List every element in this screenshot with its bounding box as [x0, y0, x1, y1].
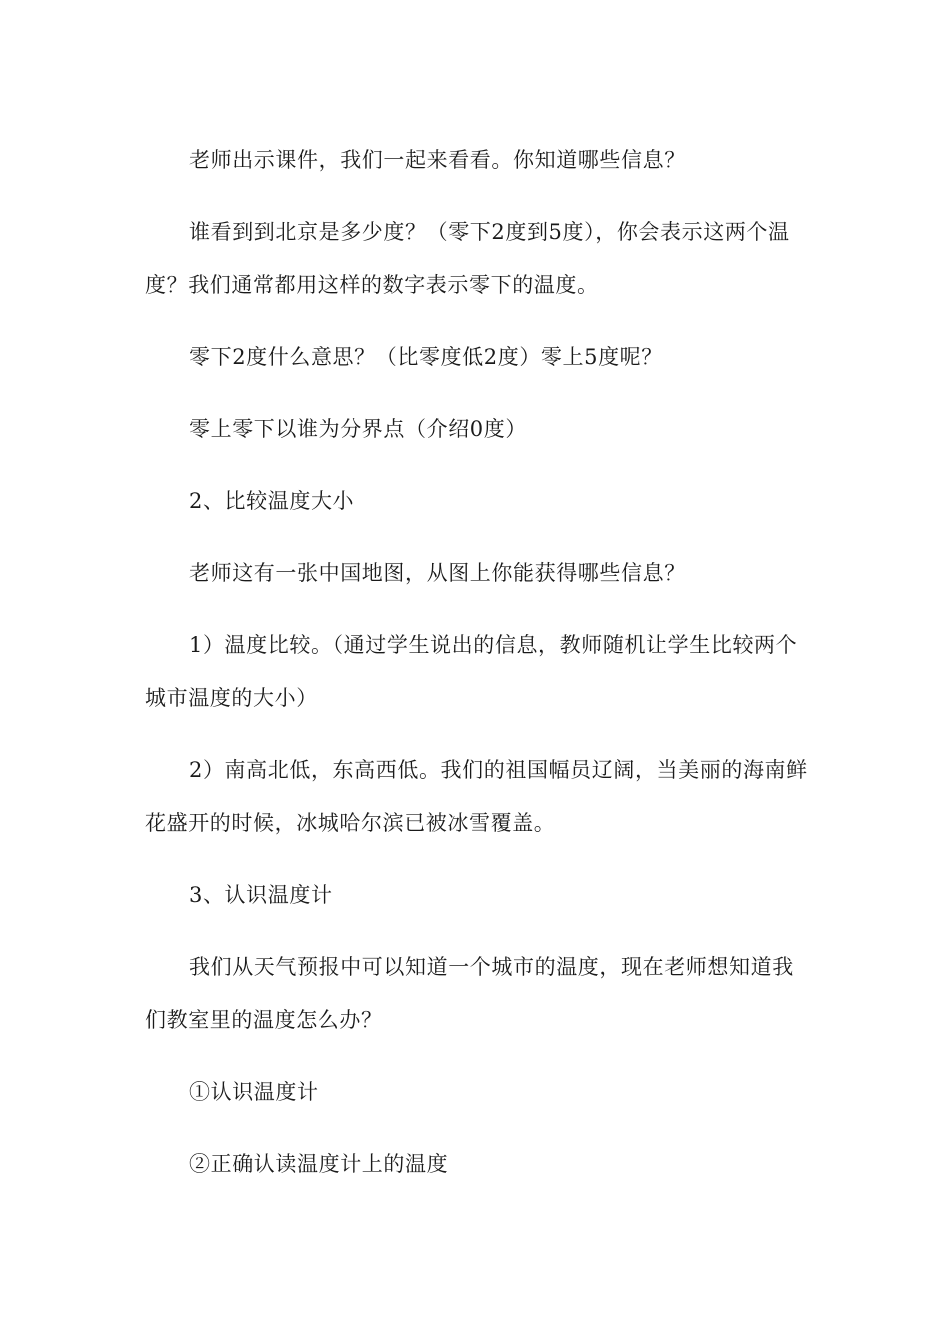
paragraph-zero-boundary: 零上零下以谁为分界点（介绍0度）	[189, 417, 527, 441]
document-body	[145, 134, 810, 1191]
section-heading-compare-temperature: 2、比较温度大小	[189, 489, 355, 513]
paragraph-beijing-temperature: 谁看到到北京是多少度？（零下2度到5度），你会表示这两个温度？我们通常都用这样的数字表示零下的温度。	[145, 220, 790, 297]
paragraph-classroom-temperature: 我们从天气预报中可以知道一个城市的温度，现在老师想知道我们教室里的温度怎么办？	[145, 955, 794, 1032]
paragraph-south-high-north-low: 2）南高北低，东高西低。我们的祖国幅员辽阔，当美丽的海南鲜花盛开的时候，冰城哈尔滨已被冰雪覆盖。	[145, 758, 808, 835]
list-item-know-thermometer: ①认识温度计	[189, 1080, 319, 1104]
paragraph-intro-courseware: 老师出示课件，我们一起来看看。你知道哪些信息？	[189, 148, 686, 172]
paragraph-below-zero-meaning: 零下2度什么意思？（比零度低2度）零上5度呢？	[189, 345, 663, 369]
paragraph-china-map: 老师这有一张中国地图，从图上你能获得哪些信息？	[189, 561, 686, 585]
list-item-read-thermometer: ②正确认读温度计上的温度	[189, 1152, 449, 1176]
paragraph-temperature-comparison: 1）温度比较。（通过学生说出的信息，教师随机让学生比较两个城市温度的大小）	[145, 633, 798, 710]
section-heading-thermometer: 3、认识温度计	[189, 883, 333, 907]
